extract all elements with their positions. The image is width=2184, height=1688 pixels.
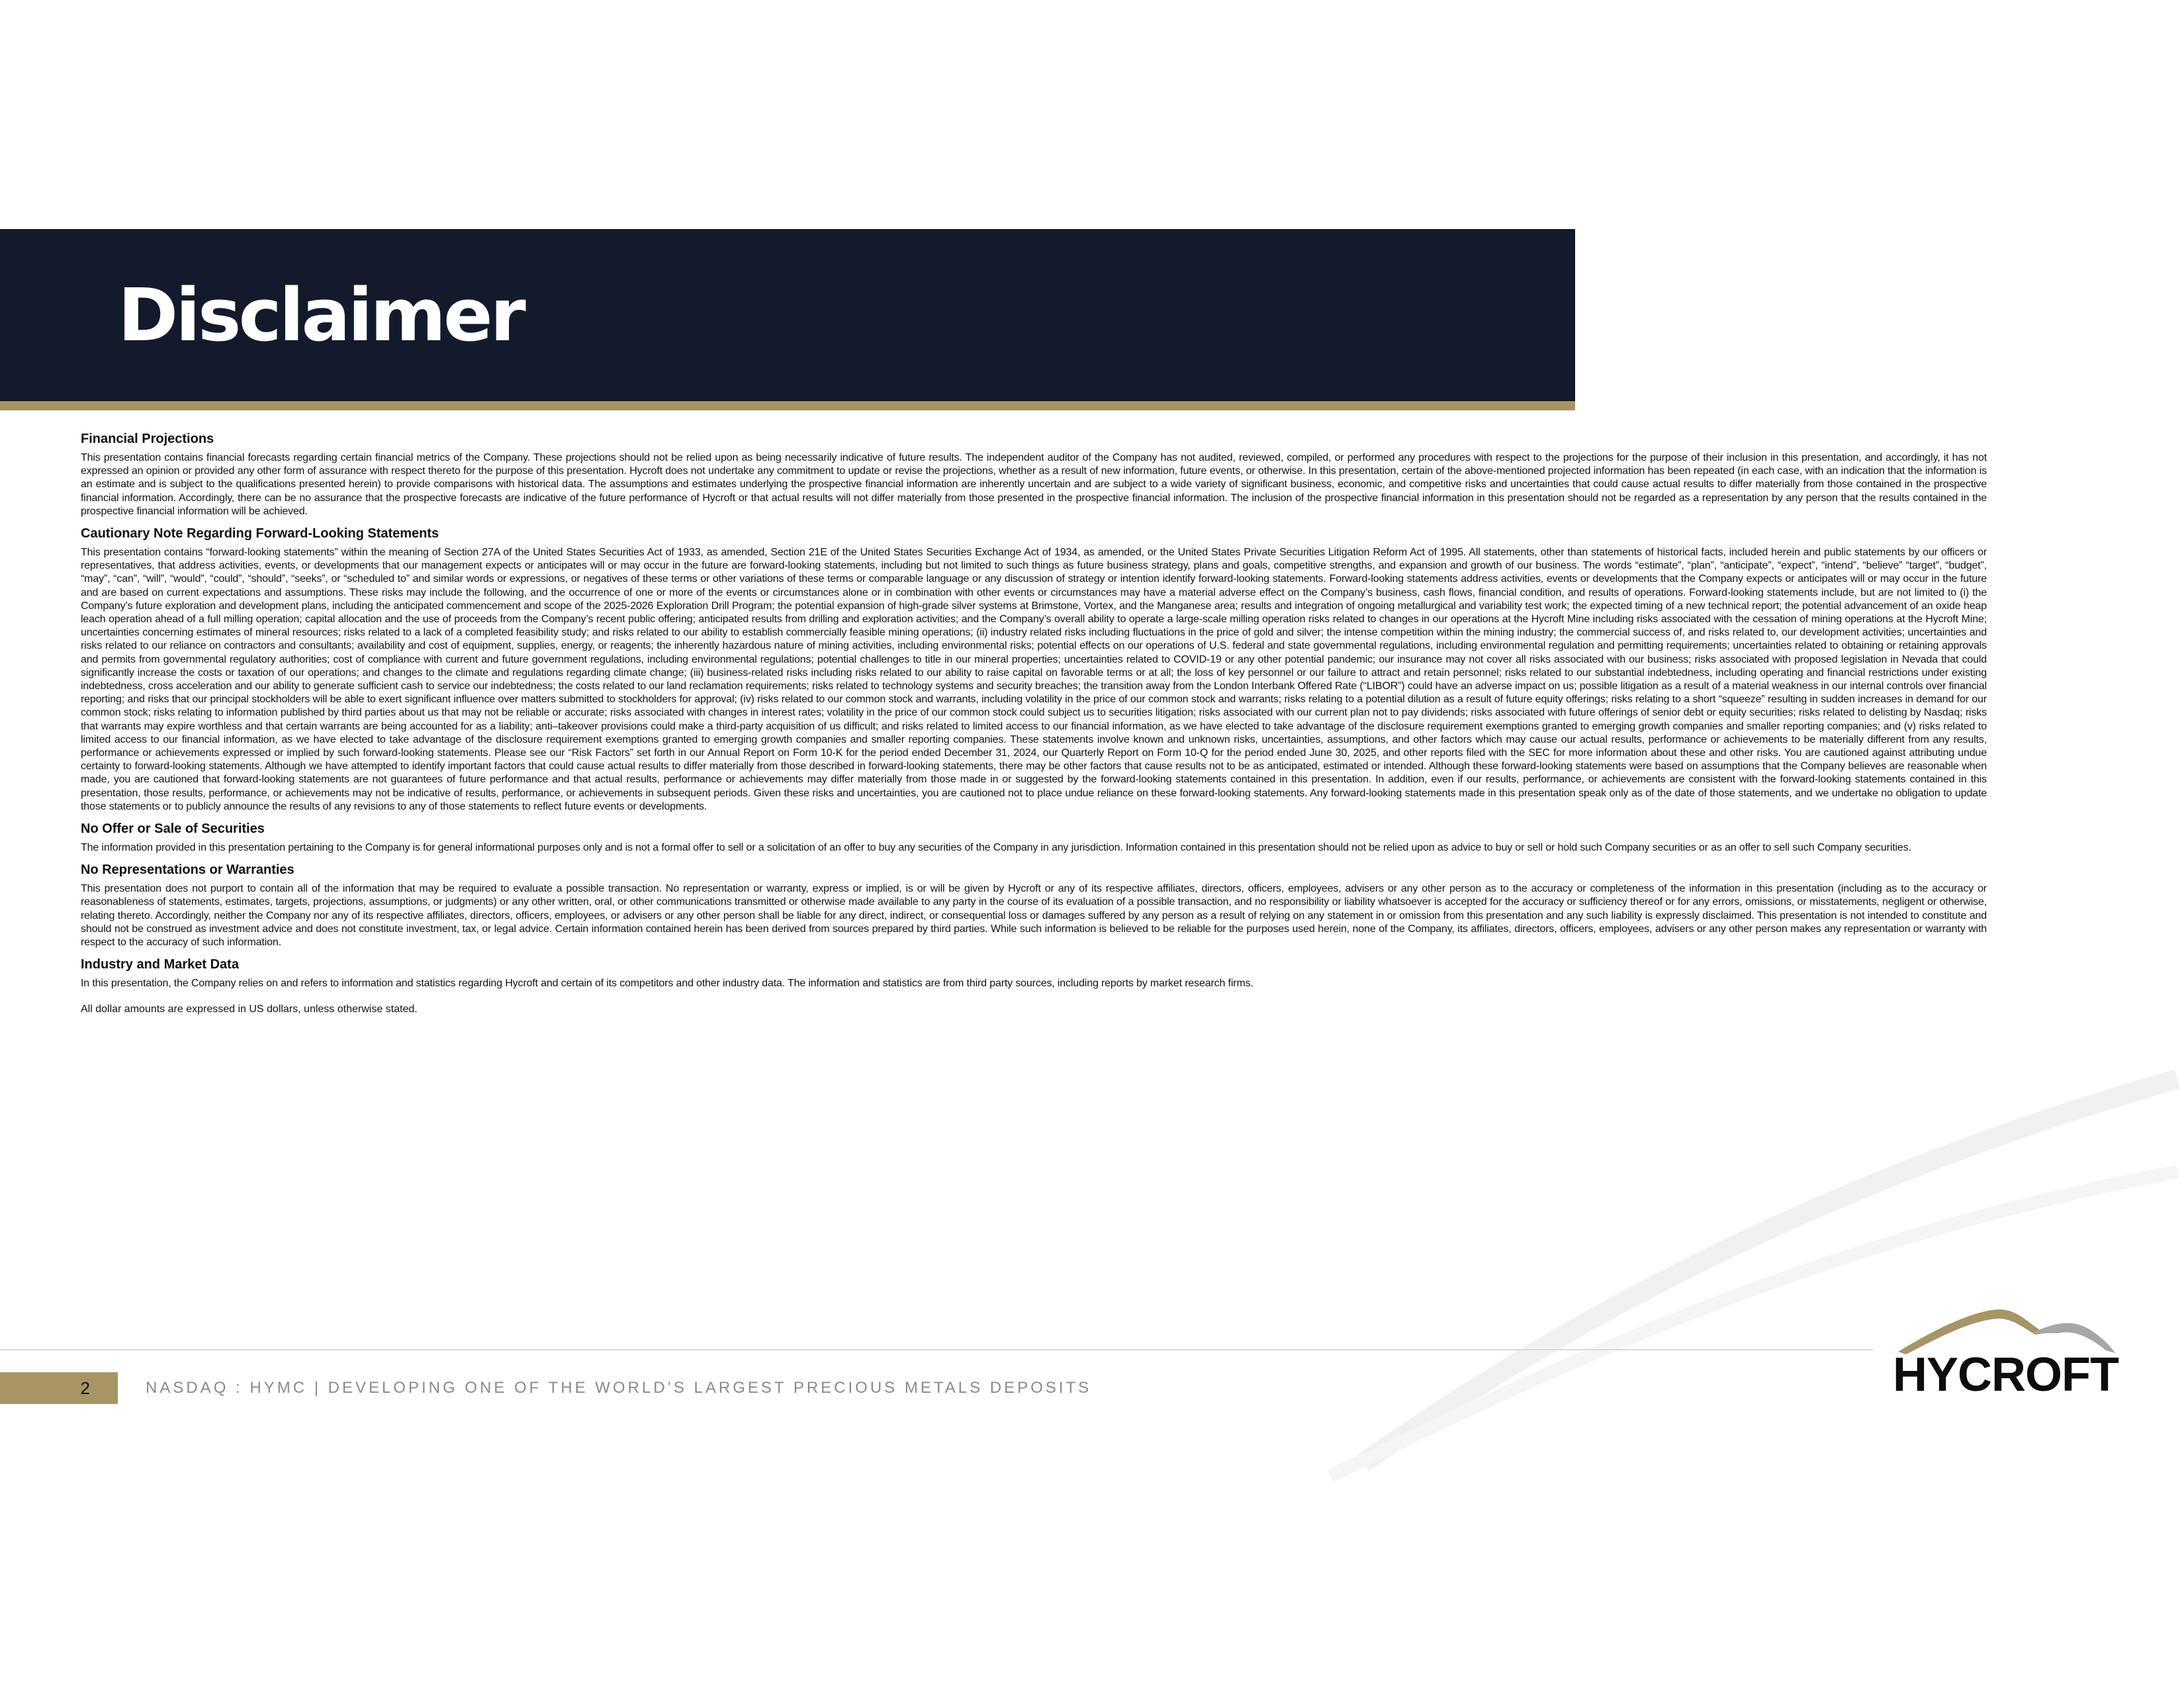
currency-note: All dollar amounts are expressed in US dollars, unless otherwise stated.: [81, 1003, 418, 1015]
section-heading: Industry and Market Data: [81, 957, 239, 972]
section-industry-data: [81, 956, 1987, 990]
section-forward-looking: [81, 525, 1987, 814]
page-title: Disclaimer: [118, 273, 523, 357]
section-heading: Cautionary Note Regarding Forward-Looking Statements: [81, 526, 439, 541]
logo-wordmark: HYCROFT: [1893, 1348, 2118, 1401]
section-heading: No Offer or Sale of Securities: [81, 821, 265, 837]
section-body: This presentation contains financial forecasts regarding certain financial metrics of the Company. These projections should not be relied upon as being necessarily indicative of future results. The independent auditor of the Company has not audited, reviewed, compiled, or performed any procedures with respect to the projections for the purpose of their inclusion in this presentation, and accordingly, it has not expressed an opinion or provided any other form of assurance with respect thereto for the purpose of this presentation. Hycroft does not undertake any commitment to update or revise the projections, whether as a result of new information, future events, or otherwise. In this presentation, certain of the above-mentioned projected information has been repeated (in each case, with an indication that the information is an estimate and is subject to the qualifications presented herein) to provide comparisons with historical data. The assumptions and estimates underlying the prospective financial information are inherently uncertain and are subject to a wide variety of significant business, economic, and competitive risks and uncertainties that could cause actual results to differ materially from those contained in the prospective financial information. Accordingly, there can be no assurance that the prospective forecasts are indicative of the future performance of Hycroft or that actual results will not differ materially from those presented in the prospective financial information. The inclusion of the prospective financial information in this presentation should not be regarded as a representation by any person that the results contained in the prospective financial information will be achieved.: [81, 452, 1987, 517]
page-number: 2: [0, 1372, 118, 1404]
hycroft-logo: [1893, 1304, 2118, 1410]
footer-divider: [0, 1349, 1873, 1350]
section-body: In this presentation, the Company relies on and refers to information and statistics regarding Hycroft and certain of its competitors and other industry data. The information and statistics are from third party sources, including reports by market research firms.: [81, 978, 1253, 990]
section-no-offer: [81, 820, 1987, 855]
section-heading: No Representations or Warranties: [81, 863, 295, 878]
section-body: This presentation does not purport to contain all of the information that may be required to evaluate a possible transaction. No representation or warranty, express or implied, is or will be given by Hycroft or any of its respective affiliates, directors, officers, employees, advisers or any other person as to the accuracy or completeness of the information in this presentation (including as to the accuracy or reasonableness of statements, estimates, targets, projections, assumptions, or judgments) or any other written, oral, or other communications transmitted or otherwise made available to any party in the course of its evaluation of a possible transaction, and no responsibility or liability whatsoever is accepted for the accuracy or sufficiency thereof or for any errors, omissions, or misstatements, negligent or otherwise, relating thereto. Accordingly, neither the Company nor any of its respective affiliates, directors, officers, employees, or advisers or any other person shall be liable for any direct, indirect, or consequential loss or damages suffered by any person as a result of relying on any statement in or omission from this presentation and any such liability is expressly disclaimed. This presentation is not intended to constitute and should not be construed as investment advice and does not constitute investment, tax, or legal advice. Certain information contained herein has been derived from sources prepared by third parties. While such information is believed to be reliable for the purposes used herein, none of the Company, its affiliates, directors, officers, employees, advisers or any other person makes any representation or warranty with respect to the accuracy of such information.: [81, 883, 1987, 949]
section-heading: Financial Projections: [81, 432, 214, 446]
section-body: This presentation contains “forward-looking statements” within the meaning of Section 27A of the United States Securities Act of 1933, as amended, Section 21E of the United States Securities Exchange Act of 1934, as amended, or the United States Private Securities Litigation Reform Act of 1995. All statements, other than statements of historical facts, included herein and public statements by our officers or representatives, that address activities, events, or developments that our management expects or anticipates will or may occur in the future are forward-looking statements, including but not limited to such things as future business strategy, plans and goals, competitive strengths, and expansion and growth of our business. The words “estimate”, “plan”, “anticipate”, “expect”, “intend”, “believe” “target”, “budget”, “may”, “can”, “will”, “would”, “could”, “should”, “seeks”, or “scheduled to” and similar words or expressions, or negatives of these terms or other variations of these terms or comparable language or any discussion of strategy or intention identify forward-looking statements. Forward-looking statements address activities, events or developments that the Company expects or anticipates will or may occur in the future and are based on current expectations and assumptions. These risks may include the following, and the occurrence of one or more of the events or circumstances alone or in combination with other events or circumstances may have a material adverse effect on the Company’s business, cash flows, financial condition, and results of operations. Forward-looking statements include, but are not limited to (i) the Company’s future exploration and development plans, including the anticipated commencement and scope of the 2025-2026 Exploration Drill Program; the potential expansion of high-grade silver systems at Brimstone, Vortex, and the Manganese area; results and integration of ongoing metallurgical and variability test work; the expected timing of a new technical report; the potential advancement of an oxide heap leach operation ahead of a full milling operation; capital allocation and the use of proceeds from the Company’s recent public offering; anticipated results from drilling and exploration activities; and the Company’s overall ability to operate a large-scale milling operation risks related to changes in our operations at the Hycroft Mine including risks associated with the cessation of mining operations at the Hycroft Mine; uncertainties concerning estimates of mineral resources; risks related to a lack of a completed feasibility study; and risks related to our ability to establish commercially feasible mining operations; (ii) industry related risks including fluctuations in the price of gold and silver; the intense competition within the mining industry; the commercial success of, and risks related to, our development activities; uncertainties and risks related to our reliance on contractors and consultants; availability and cost of equipment, supplies, energy, or reagents; the inherently hazardous nature of mining activities, including environmental risks; potential effects on our operations of U.S. federal and state governmental regulations, including environmental regulation and permitting requirements; uncertainties related to obtaining or retaining approvals and permits from governmental regulatory authorities; cost of compliance with current and future government regulations, including environmental regulations; potential challenges to title in our mineral properties; uncertainties related to COVID-19 or any other potential pandemic; our insurance may not cover all risks associated with our business; risks associated with proposed legislation in Nevada that could significantly increase the costs or taxation of our operations; and changes to the climate and regulations regarding climate change; (iii) business-related risks including risks related to our ability to raise capital on favorable terms or at all; the loss of key personnel or our failure to attract and retain personnel; risks related to our substantial indebtedness, including operating and financial restrictions under existing indebtedness, cross acceleration and our ability to generate sufficient cash to service our indebtedness; the costs related to our land reclamation requirements; risks related to technology systems and security breaches; the transition away from the London Interbank Offered Rate (“LIBOR”) could have an adverse impact on us; possible litigation as a result of a material weakness in our internal controls over financial reporting; and risks that our principal stockholders will be able to exert significant influence over matters submitted to stockholders for approval; (iv) risks related to our common stock and warrants, including volatility in the price of our common stock and warrants; risks relating to a potential dilution as a result of future equity offerings; risks relating to a short “squeeze” resulting in sudden increases in demand for our common stock; risks relating to information published by third parties about us that may not be reliable or accurate; risks associated with changes in interest rates; volatility in the price of our common stock could subject us to securities litigation; risks associated with our current plan not to pay dividends; risks associated with future offerings of senior debt or equity securities; risks related to delisting by Nasdaq; risks that warrants may expire worthless and that certain warrants are being accounted for as a liability; anti–takeover provisions could make a third-party acquisition of us difficult; and risks related to limited access to our financial information, as we have elected to take advantage of the disclosure requirement exemptions granted to emerging growth companies and smaller reporting companies; and (v) risks related to limited access to our financial information, as we have elected to take advantage of the disclosure requirement exemptions granted to emerging growth companies and smaller reporting companies. These statements involve known and unknown risks, uncertainties, assumptions, and other factors which may cause our actual results, performance or achievements to be materially different from any results, performance or achievements expressed or implied by such forward-looking statements. Please see our “Risk Factors” set forth in our Annual Report on Form 10-K for the period ended December 31, 2024, our Quarterly Report on Form 10-Q for the period ended June 30, 2025, and other reports filed with the SEC for more information about these and other risks. You are cautioned against attributing undue certainty to forward-looking statements. Although we have attempted to identify important factors that could cause actual results to differ materially from those described in forward-looking statements, there may be other factors that cause results not to be as anticipated, estimated or intended. Although these forward-looking statements were based on assumptions that the Company believes are reasonable when made, you are cautioned that forward-looking statements are not guarantees of future performance and that actual results, performance or achievements may differ materially from those made in or suggested by the forward-looking statements contained in this presentation. In addition, even if our results, performance, or achievements are consistent with the forward-looking statements contained in this presentation, those results, performance, or achievements may not be indicative of results, performance, or achievements in subsequent periods. Given these risks and uncertainties, you are cautioned not to place undue reliance on these forward-looking statements. Any forward-looking statements made in this presentation speak only as of the date of those statements, and we undertake no obligation to update those statements or to publicly announce the results of any revisions to any of those statements to reflect future events or developments.: [81, 547, 1987, 812]
disclaimer-content: [81, 430, 1987, 1016]
footer-tagline: NASDAQ : HYMC | DEVELOPING ONE OF THE WORLD’S LARGEST PRECIOUS METALS DEPOSITS: [146, 1379, 1092, 1397]
section-body: The information provided in this presentation pertaining to the Company is for general informational purposes only and is not a formal offer to sell or a solicitation of an offer to buy any securities of the Company in any jurisdiction. Information contained in this presentation should not be relied upon as advice to buy or sell or hold such Company securities or as an offer to sell such Company securities.: [81, 842, 1911, 854]
section-financial-projections: [81, 430, 1987, 518]
section-no-representations: [81, 861, 1987, 949]
title-gold-stripe: [0, 401, 1575, 410]
